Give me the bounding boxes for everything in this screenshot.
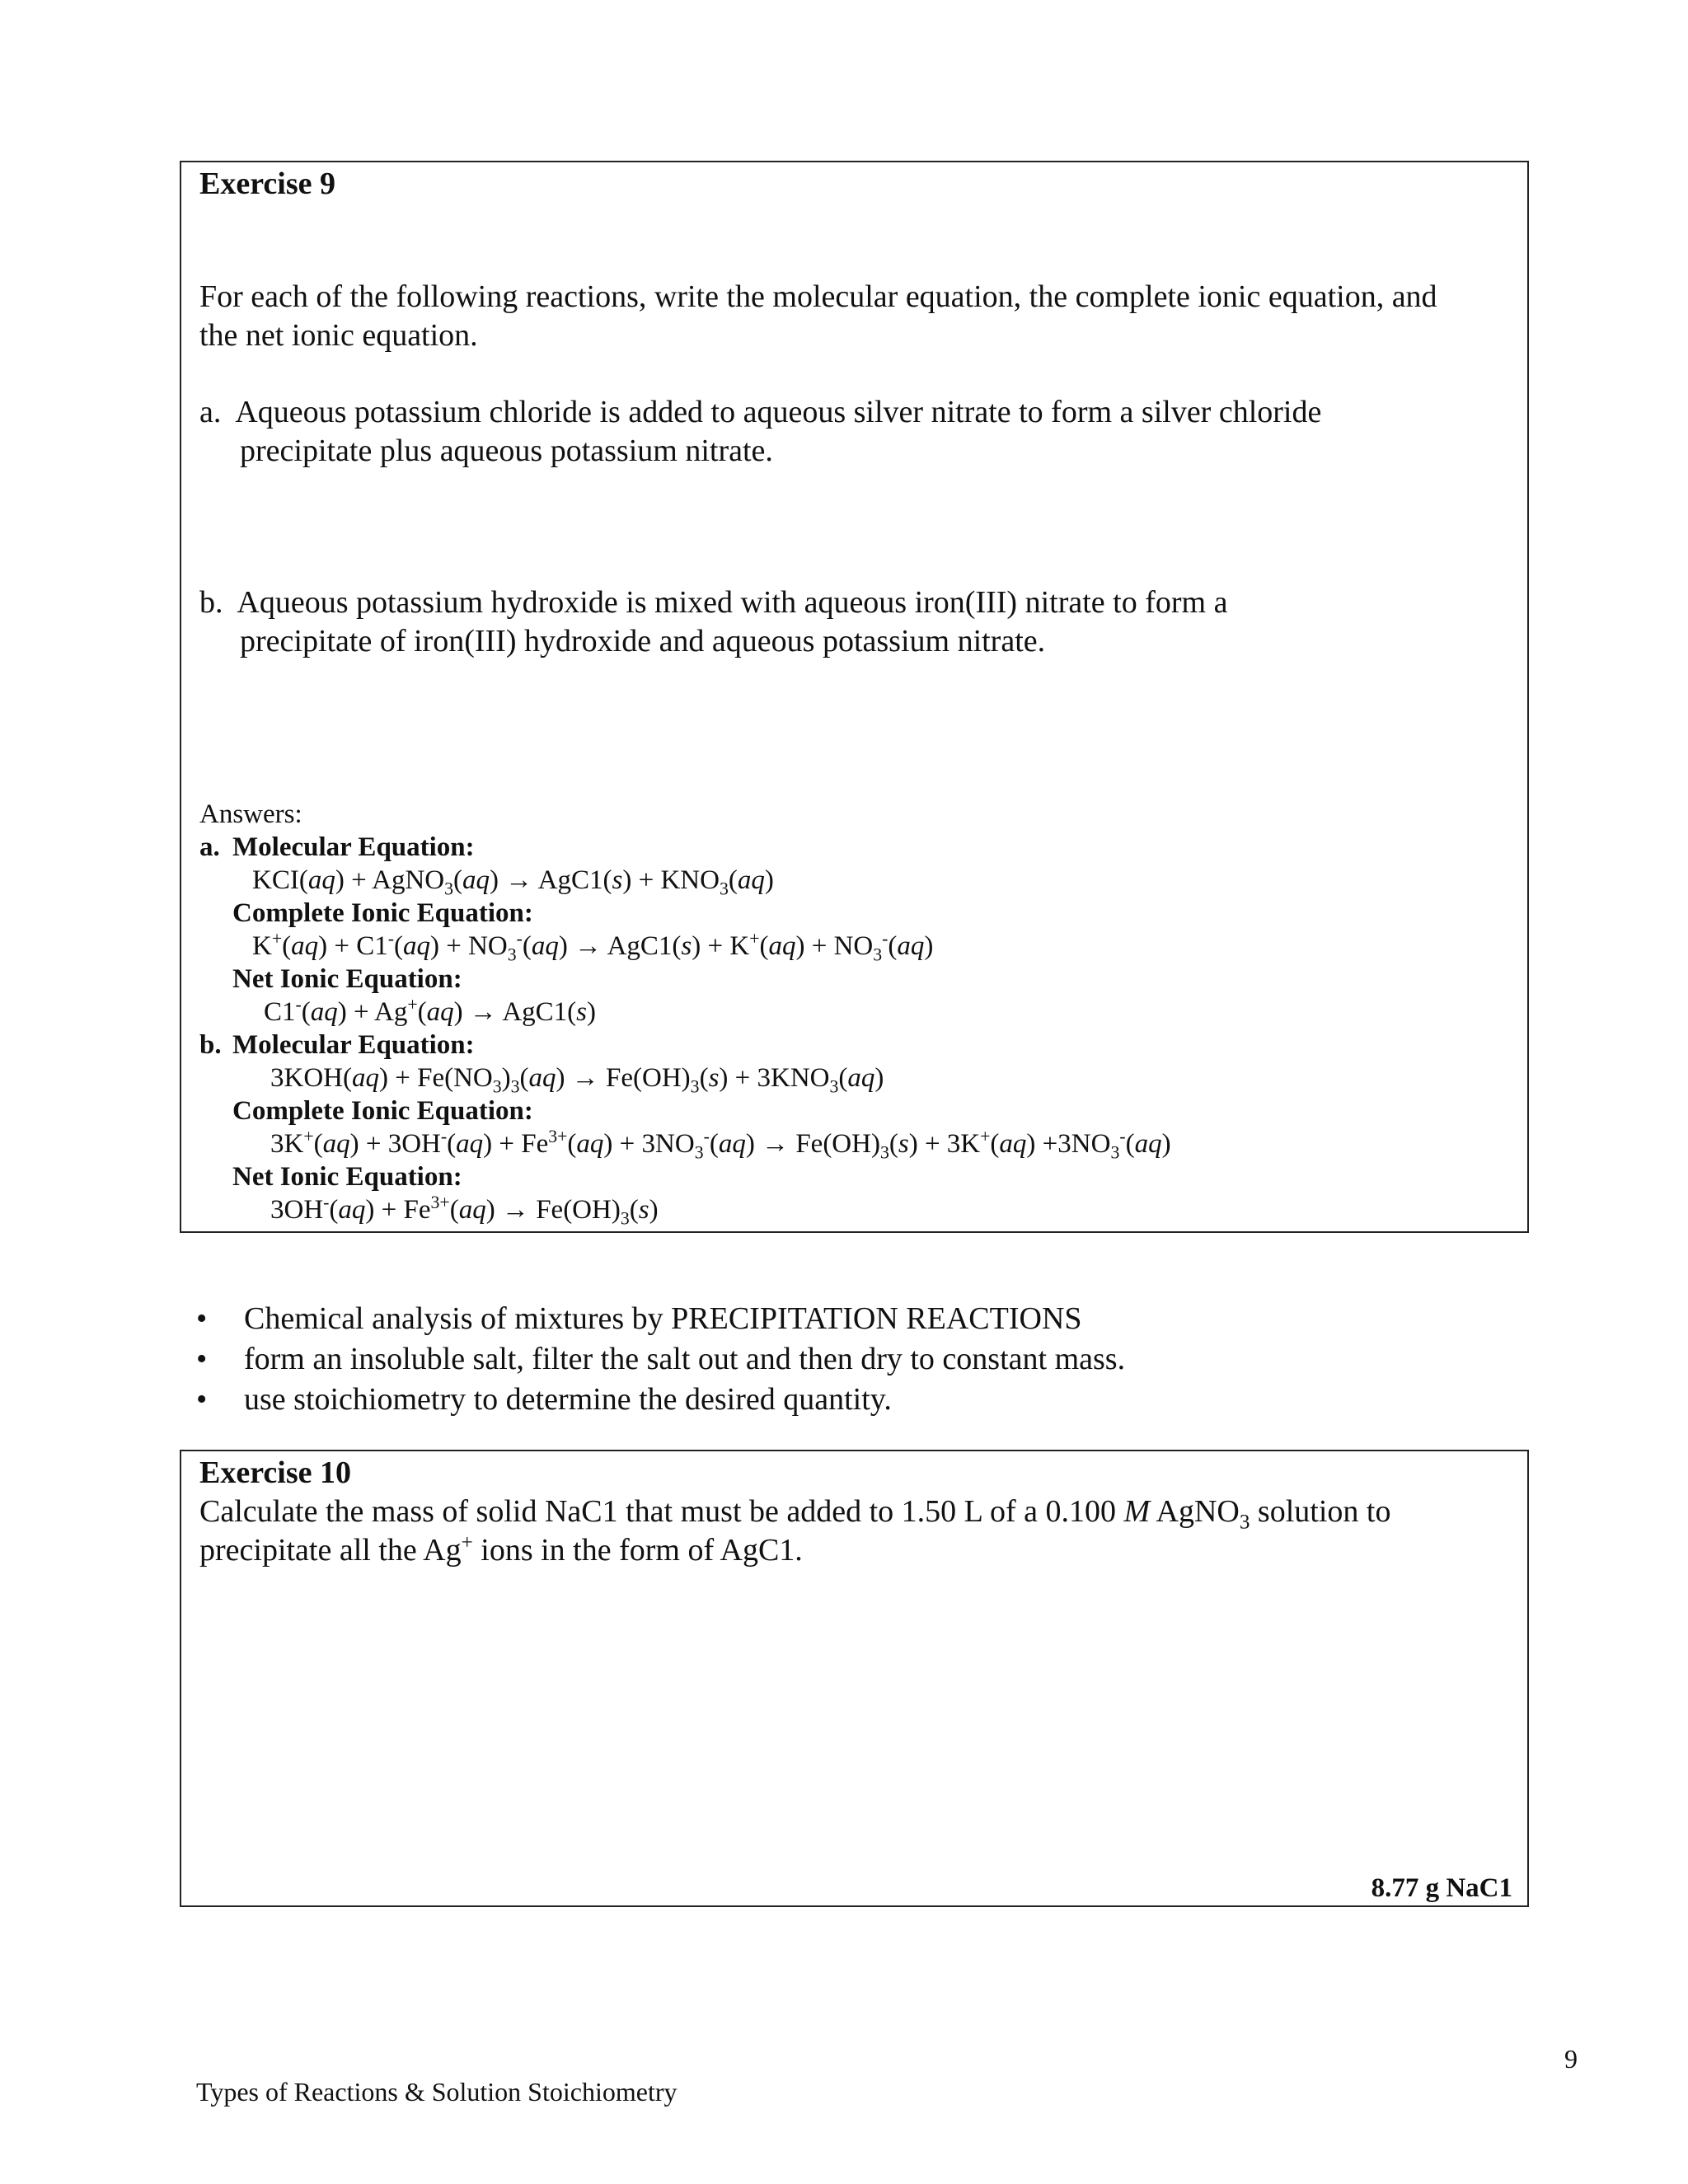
exercise-10-box (180, 1450, 1529, 1907)
bullet-item: • form an insoluble salt, filter the salt out and then dry to constant mass. (196, 1339, 1125, 1380)
answer-b-molecular-equation: $3KOH(aq) + Fe(NO_3)_3(aq) \to Fe(OH)_3(s) + 3KNO_3(aq)$ (270, 1063, 884, 1097)
exercise-10-question-line1: Calculate the mass of solid NaC1 that must be added to 1.50 L of a 0.100 M AgNO$_3$ solution to (199, 1494, 1391, 1534)
answer-a-complete-equation: $K^+(aq) + C1^-(aq) + NO_3^-(aq) \to AgC1(s) + K^+(aq) + NO_3^-(aq)$ (252, 929, 934, 965)
bullet-icon: • (196, 1301, 208, 1336)
answer-b-net-label: Net Ionic Equation: (232, 1162, 462, 1192)
answer-a-marker: a. (199, 832, 220, 862)
bullet-item: • Chemical analysis of mixtures by PRECIPITATION REACTIONS (196, 1299, 1125, 1339)
answer-b-molecular-label: Molecular Equation: (232, 1030, 475, 1060)
exercise-9-part-b-line2: precipitate of iron(III) hydroxide and aqueous potassium nitrate. (240, 624, 1046, 658)
exercise-9-part-a-line1: a. Aqueous potassium chloride is added to aqueous silver nitrate to form a silver chloride (199, 395, 1322, 429)
page-number: 9 (1564, 2044, 1578, 2074)
exercise-10-title: Exercise 10 (199, 1455, 351, 1490)
exercise-10-answer: 8.77 g NaC1 (1371, 1873, 1512, 1903)
bullet-list (196, 1299, 1125, 1420)
answer-b-marker: b. (199, 1030, 222, 1060)
answer-a-net-equation: C1-(aq) + Ag+(aq) → AgC1(s) (264, 995, 597, 1027)
answer-b-net-equation: $3OH^-(aq) + Fe^{3+}(aq) \to Fe(OH)_3(s)$ (270, 1193, 659, 1229)
exercise-9-intro-line2: the net ionic equation. (199, 318, 478, 353)
answer-b-complete-label: Complete Ionic Equation: (232, 1096, 533, 1126)
answer-a-complete-label: Complete Ionic Equation: (232, 898, 533, 928)
exercise-9-title: Exercise 9 (199, 166, 335, 201)
answer-a-molecular-label: Molecular Equation: (232, 832, 475, 862)
answer-a-net-label: Net Ionic Equation: (232, 964, 462, 994)
answer-b-complete-equation: $3K^+(aq) + 3OH^-(aq) + Fe^{3+}(aq) + 3NO_3^-(aq) \to Fe(OH)_3(s) + 3K^+(aq) +3NO_3^-(aq)$ (270, 1127, 1171, 1163)
page-footer: Types of Reactions & Solution Stoichiometry (196, 2077, 678, 2107)
exercise-10-question-line2: precipitate all the Ag+ ions in the form of AgC1. (199, 1531, 803, 1568)
answers-label: Answers: (199, 799, 302, 829)
answer-a-molecular-equation: KCI(aq) + AgNO$_3$(aq) → $AgC1(s) + KNO_3(aq)$ (252, 865, 774, 899)
bullet-item: • use stoichiometry to determine the desired quantity. (196, 1380, 1125, 1420)
bullet-icon: • (196, 1382, 208, 1417)
exercise-9-intro-line1: For each of the following reactions, write the molecular equation, the complete ionic equation, and (199, 279, 1437, 314)
bullet-icon: • (196, 1342, 208, 1376)
exercise-9-part-b-line1: b. Aqueous potassium hydroxide is mixed with aqueous iron(III) nitrate to form a (199, 585, 1228, 620)
exercise-9-part-a-line2: precipitate plus aqueous potassium nitrate. (240, 434, 773, 468)
exercise-9-box (180, 161, 1529, 1233)
